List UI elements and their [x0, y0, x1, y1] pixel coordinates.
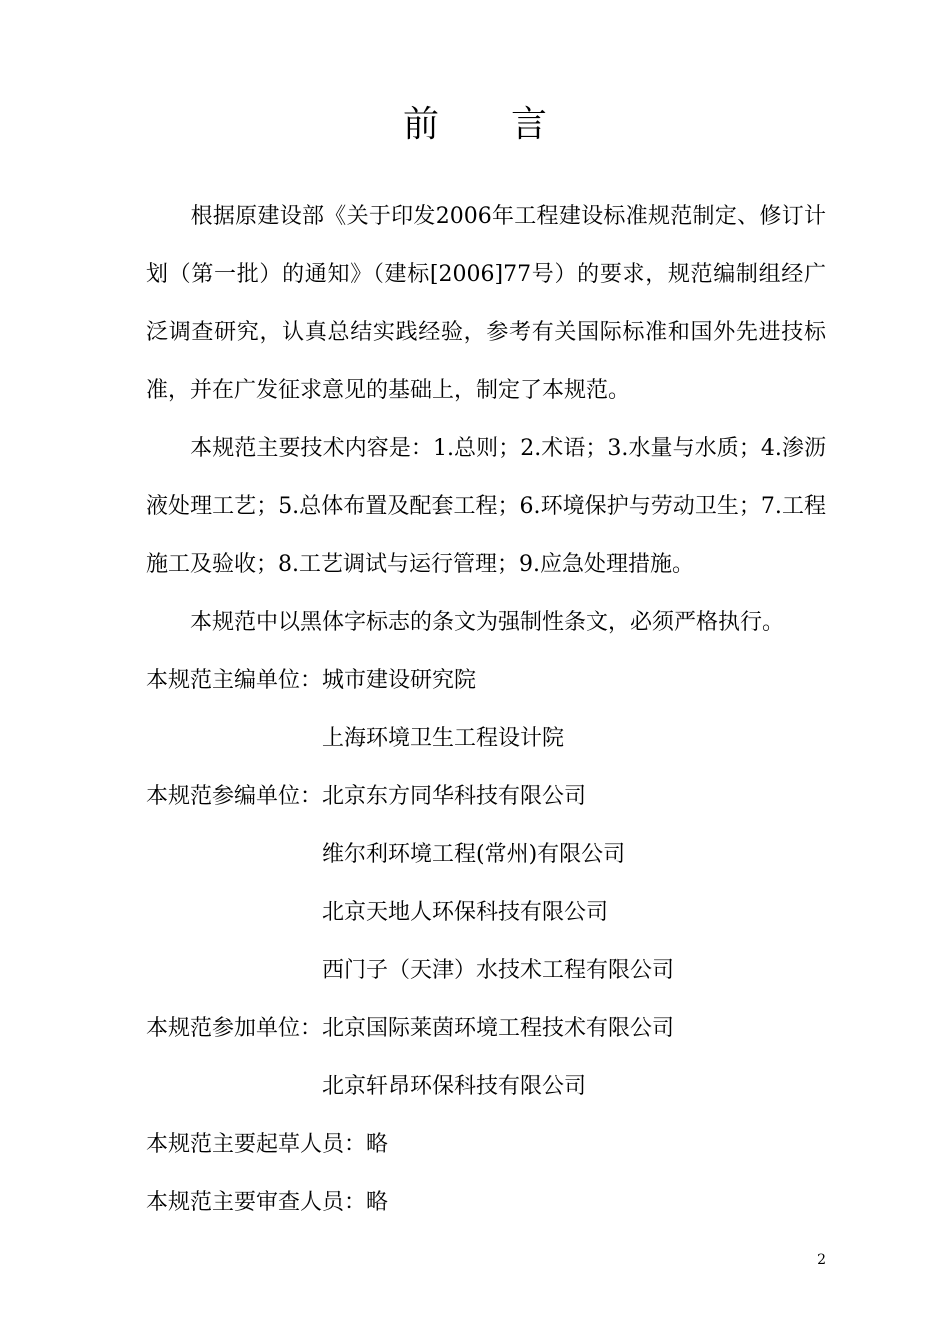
- drafters-label: 本规范主要起草人员：: [146, 1132, 367, 1157]
- participating-unit: 维尔利环境工程(常州)有限公司: [322, 842, 626, 867]
- joining-unit: 北京国际莱茵环境工程技术有限公司: [322, 1016, 675, 1041]
- chief-unit: 城市建设研究院: [322, 668, 477, 693]
- joining-units-label: 本规范参加单位：: [146, 1016, 323, 1041]
- page-number: 2: [817, 1252, 826, 1268]
- paragraph-contents: 本规范主要技术内容是：1.总则；2.术语；3.水量与水质；4.渗沥液处理工艺；5.总体布置及配套工程；6.环境保护与劳动卫生；7.工程施工及验收；8.工艺调试与运行管理；9.应急处理措施。: [146, 436, 826, 577]
- drafters-value: 略: [366, 1132, 389, 1157]
- reviewers-value: 略: [366, 1190, 389, 1215]
- joining-units-line: [146, 1000, 826, 1058]
- drafters-line: [146, 1116, 826, 1174]
- participating-unit: 北京天地人环保科技有限公司: [322, 900, 609, 925]
- participating-unit: 北京东方同华科技有限公司: [322, 784, 587, 809]
- chief-units-line: [146, 652, 826, 710]
- chief-units-label: 本规范主编单位：: [146, 668, 323, 693]
- reviewers-line: [146, 1174, 826, 1232]
- joining-unit: 北京轩昂环保科技有限公司: [322, 1074, 587, 1099]
- participating-unit: 西门子（天津）水技术工程有限公司: [322, 958, 675, 983]
- participating-units-label: 本规范参编单位：: [146, 784, 323, 809]
- chief-unit: 上海环境卫生工程设计院: [322, 726, 565, 751]
- reviewers-label: 本规范主要审查人员：: [146, 1190, 367, 1215]
- paragraph-basis: 根据原建设部《关于印发2006年工程建设标准规范制定、修订计划（第一批）的通知》（建标[2006]77号）的要求，规范编制组经广泛调查研究，认真总结实践经验，参考有关国际标准和国外先进技标准，并在广发征求意见的基础上，制定了本规范。: [146, 204, 826, 403]
- page-title: 前 言: [402, 104, 547, 145]
- paragraph-mandatory: 本规范中以黑体字标志的条文为强制性条文，必须严格执行。: [146, 610, 785, 635]
- participating-units-line: [146, 768, 826, 826]
